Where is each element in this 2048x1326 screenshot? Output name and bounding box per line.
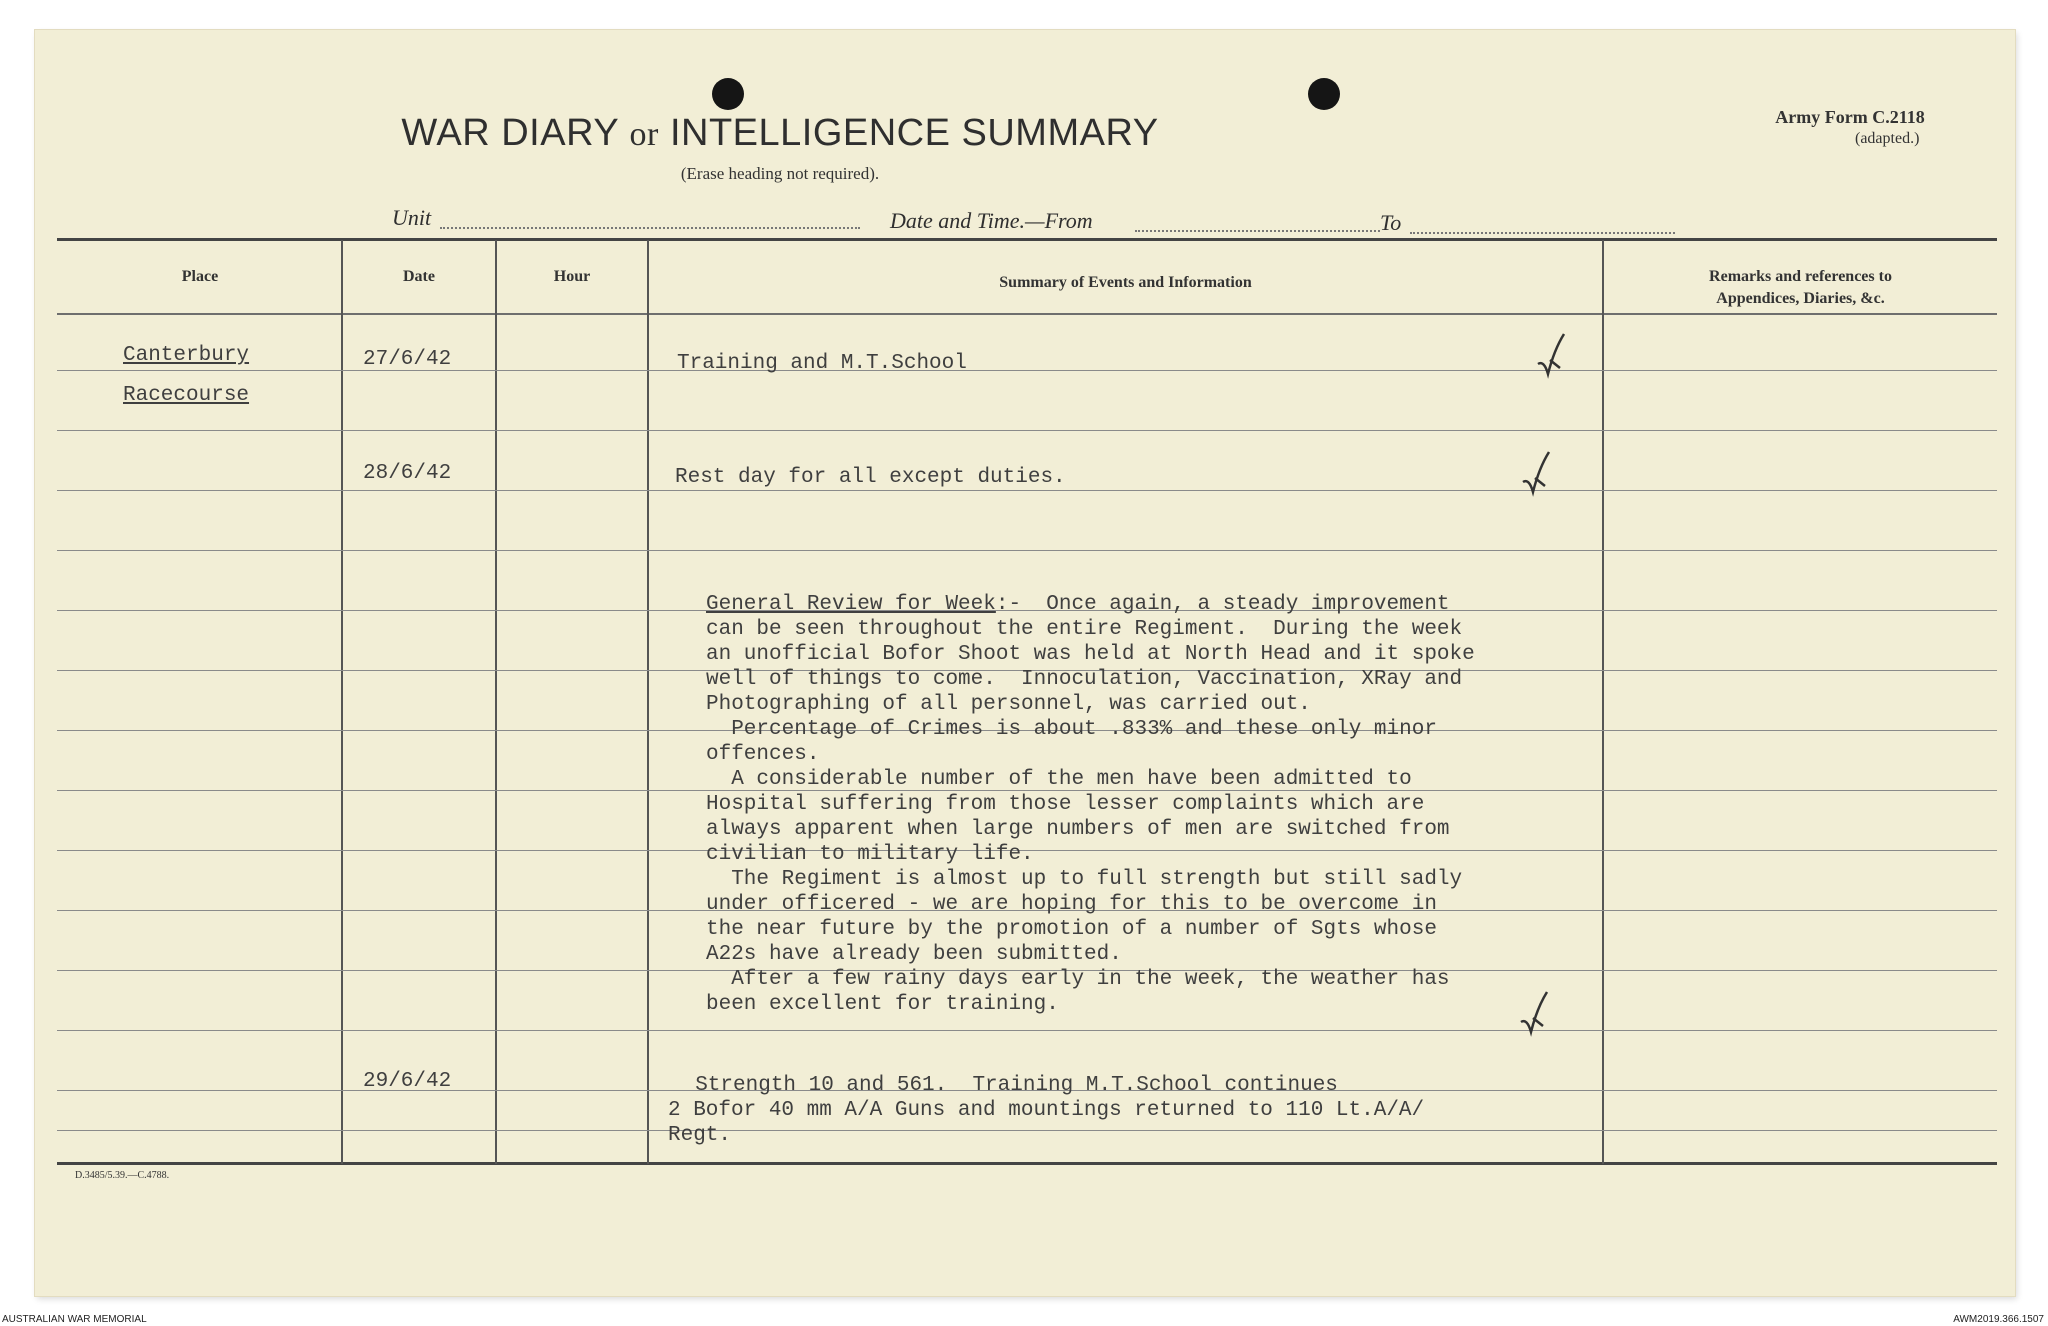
unit-field-line [440, 227, 860, 229]
credit-accession-number: AWM2019.366.1507 [1953, 1314, 2044, 1325]
place-line-1: Canterbury [123, 344, 250, 367]
divider-summary-remarks [1602, 240, 1604, 1164]
date-time-label: Date and Time.—From [890, 208, 1093, 233]
ruled-line [57, 1030, 1997, 1031]
column-header-summary: Summary of Events and Information [999, 274, 1252, 291]
erase-note: (Erase heading not required). [680, 164, 880, 183]
review-line: well of things to come. Innoculation, Vaccination, XRay and [706, 668, 1463, 691]
ruled-line [57, 430, 1997, 431]
entry-summary-3-line-2: 2 Bofor 40 mm A/A Guns and mountings returned to 110 Lt.A/A/ [668, 1099, 1425, 1122]
review-line: After a few rainy days early in the week, the weather has [706, 968, 1450, 991]
punch-hole-right [1308, 78, 1340, 110]
review-line: Percentage of Crimes is about .833% and these only minor [706, 718, 1437, 741]
column-header-hour: Hour [553, 268, 591, 285]
review-line: civilian to military life. [706, 843, 1034, 866]
entry-date-3: 29/6/42 [363, 1070, 452, 1093]
review-line: under officered - we are hoping for this to be overcome in [706, 893, 1437, 916]
review-line: the near future by the promotion of a number of Sgts whose [706, 918, 1437, 941]
divider-date-hour [495, 240, 497, 1164]
date-to-field-line [1410, 232, 1675, 234]
review-line: an unofficial Bofor Shoot was held at North Head and it spoke [706, 643, 1475, 666]
ruled-line [57, 370, 1997, 371]
remarks-header-line-1: Remarks and references to [1709, 268, 1892, 285]
table-bottom-rule [57, 1162, 1997, 1165]
title-or: or [629, 116, 659, 153]
divider-hour-summary [647, 240, 649, 1164]
credit-institution: AUSTRALIAN WAR MEMORIAL [2, 1314, 147, 1325]
initial-tick-icon [1530, 330, 1570, 390]
form-title [35, 112, 1525, 155]
initial-tick-icon [1513, 988, 1553, 1048]
review-line: A considerable number of the men have been admitted to [706, 768, 1412, 791]
place-line-2: Racecourse [123, 384, 250, 407]
review-line: can be seen throughout the entire Regiment. During the week [706, 618, 1463, 641]
entry-date-1: 27/6/42 [363, 348, 452, 371]
divider-place-date [341, 240, 343, 1164]
ruled-line [57, 1130, 1997, 1131]
unit-label: Unit [392, 205, 432, 230]
review-line: Hospital suffering from those lesser complaints which are [706, 793, 1425, 816]
review-line: offences. [706, 743, 820, 766]
diary-sheet [35, 30, 2015, 1296]
review-heading: General Review for Week [706, 593, 996, 616]
column-header-date: Date [403, 268, 435, 285]
header-bottom-rule [57, 313, 1997, 315]
review-line: The Regiment is almost up to full strength but still sadly [706, 868, 1463, 891]
review-line: been excellent for training. [706, 993, 1059, 1016]
review-line: A22s have already been submitted. [706, 943, 1122, 966]
entry-summary-3-line-3: Regt. [668, 1124, 732, 1147]
print-code: D.3485/5.39.—C.4788. [75, 1170, 170, 1181]
review-line: Photographing of all personnel, was carried out. [706, 693, 1311, 716]
table-top-rule [57, 238, 1997, 241]
review-line-1 [706, 593, 1450, 616]
remarks-header-line-2: Appendices, Diaries, &c. [1716, 290, 1885, 307]
title-war-diary: WAR DIARY [401, 112, 619, 154]
entry-summary-1: Training and M.T.School [677, 352, 967, 375]
army-form-adapted: (adapted.) [1855, 130, 1920, 147]
column-header-place: Place [181, 268, 219, 285]
date-from-field-line [1135, 230, 1380, 232]
punch-hole-left [712, 78, 744, 110]
review-line: always apparent when large numbers of men are switched from [706, 818, 1450, 841]
army-form-number: Army Form C.2118 [1775, 107, 1925, 127]
entry-summary-2: Rest day for all except duties. [675, 466, 1066, 489]
entry-summary-3-line-1: Strength 10 and 561. Training M.T.School continues [670, 1074, 1338, 1097]
to-label: To [1380, 210, 1402, 235]
ruled-line [57, 490, 1997, 491]
column-header-remarks [1604, 266, 1997, 310]
initial-tick-icon [1515, 448, 1555, 508]
title-intelligence-summary: INTELLIGENCE SUMMARY [669, 112, 1159, 154]
ruled-line [57, 550, 1997, 551]
entry-date-2: 28/6/42 [363, 462, 452, 485]
review-heading-rest: :- Once again, a steady improvement [995, 593, 1450, 616]
